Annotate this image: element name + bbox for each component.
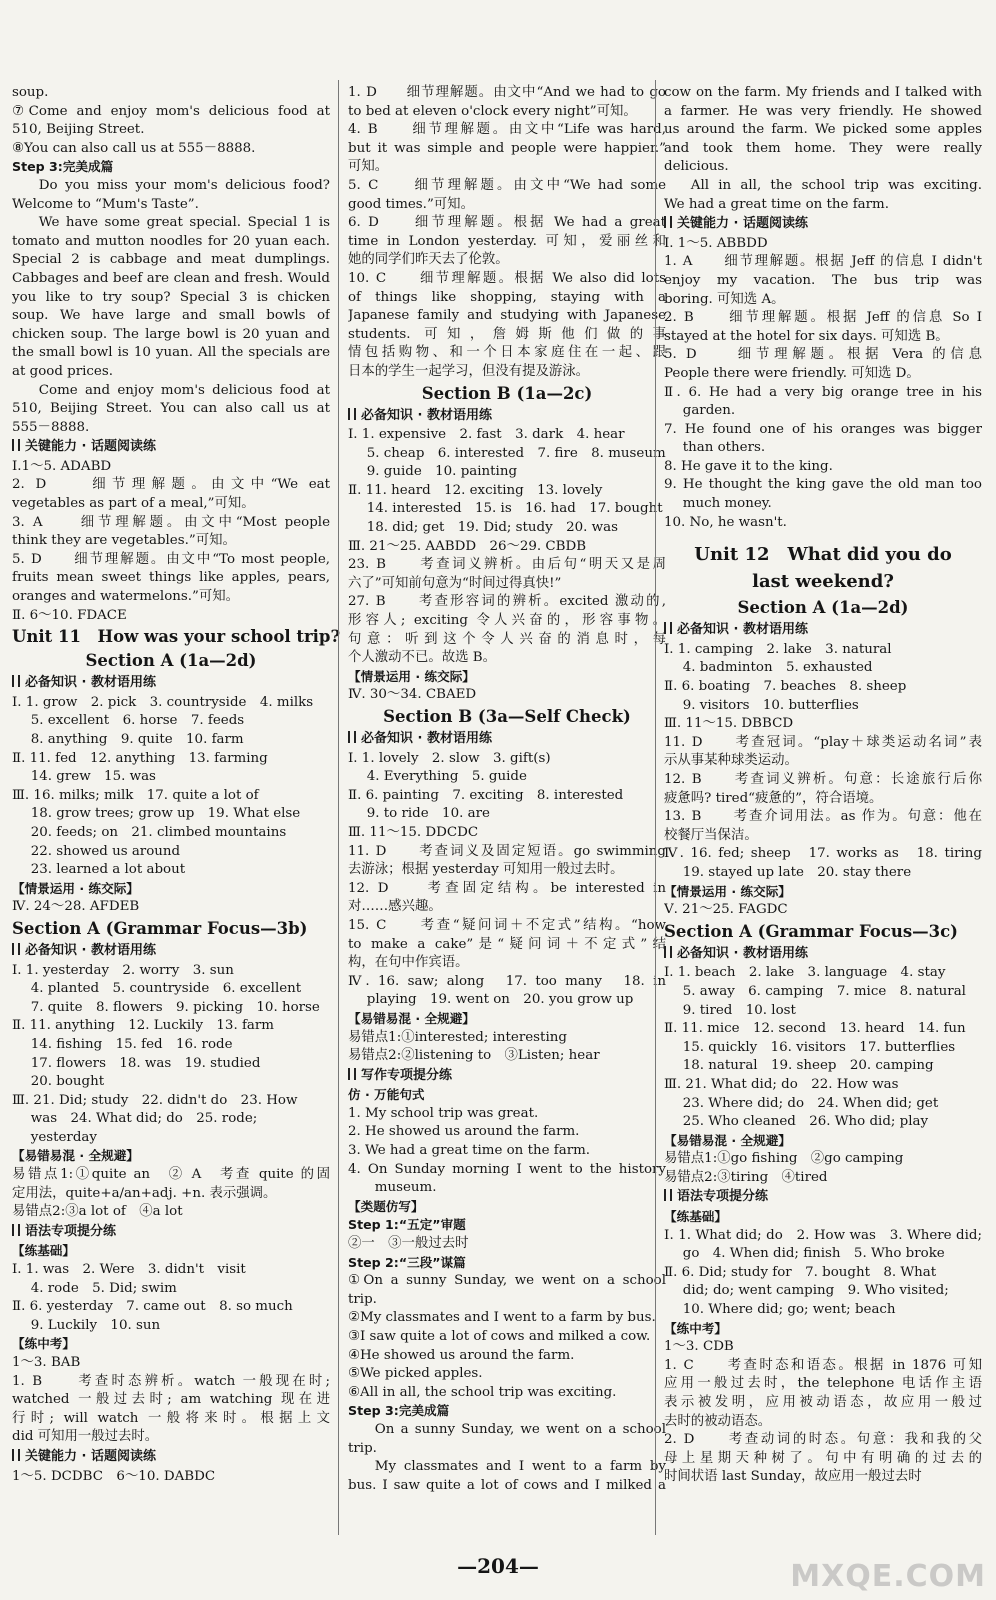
text-line: Ⅱ. 11. mice 12. second 13. heard 14. fun — [664, 1021, 966, 1037]
text-line: 7. quite 8. flowers 9. picking 10. horse — [30, 999, 320, 1015]
text-line: 校餐厅当保洁。 — [664, 827, 758, 843]
text-line: 易错点1:①interested; interesting — [348, 1029, 567, 1045]
text-line: Special 2 is cabbage and meat dumplings. — [12, 252, 330, 268]
subheading: 【情景运用 · 练交际】 — [348, 668, 475, 684]
text-line: We had a great time on the farm. — [664, 196, 890, 212]
text-line: ⑦Come and enjoy mom's delicious food at — [12, 103, 330, 119]
text-line: 1～3. BAB — [12, 1355, 81, 1370]
text-line: 日本的学生一起学习，但没有提及游泳。 — [348, 363, 590, 379]
text-line: Ⅰ. 1. grow 2. pick 3. countryside 4. milks — [12, 694, 314, 710]
text-line: My classmates and I went to a farm by — [374, 1459, 666, 1475]
text-line: 6. D 细节理解题。根据 We had a great — [348, 215, 666, 231]
text-line: think they are vegetables.”可知。 — [12, 533, 236, 549]
text-line: 去时的被动语态。 — [664, 1413, 772, 1429]
text-line: 510, Beijing Street. You can also call us at — [12, 401, 330, 417]
text-line: was 24. What did; do 25. rode; — [30, 1111, 258, 1127]
section-bar-heading: 写作专项提分练 — [348, 1067, 666, 1086]
text-line: soup. We have large and small bowls of — [12, 308, 330, 324]
text-line: 13. B 考查介词用法。as 作为。句意：他在 — [664, 809, 982, 825]
text-line: Ⅲ. 21. Did; study 22. didn't do 23. How — [12, 1092, 298, 1108]
text-line: Cabbages and beef are clean and fresh. Would — [12, 270, 330, 286]
section-title: Section B (3a—Self Check) — [383, 707, 631, 726]
text-line: cow on the farm. My friends and I talked with — [664, 85, 982, 100]
text-line: Ⅰ. 1. What did; do 2. How was 3. Where did; — [664, 1227, 982, 1243]
text-line: vegetables as part of a meal,”可知。 — [12, 496, 255, 512]
unit-title: Unit 12 What did you do — [694, 544, 952, 566]
text-line: 23. learned a lot about — [30, 862, 186, 878]
text-line: 15. quickly 16. visitors 17. butterflies — [682, 1039, 956, 1055]
text-line: 个人激动不已。故选 B。 — [348, 650, 497, 666]
column-middle — [348, 84, 666, 1495]
text-line: did 可知用一般过去时。 — [12, 1429, 159, 1445]
text-line: 5. excellent 6. horse 7. feeds — [30, 713, 245, 729]
text-line: 疲惫吗? tired“疲惫的”，符合语境。 — [664, 790, 883, 806]
text-line: and took them home. They were really — [664, 140, 982, 156]
text-line: to make a cake”是“疑问词＋不定式”结 — [348, 936, 666, 952]
subheading: 【情景运用 · 练交际】 — [12, 880, 139, 896]
text-line: 23. Where did; do 24. When did; get — [682, 1095, 939, 1111]
subheading: 【易错易混 · 全规避】 — [664, 1132, 791, 1148]
text-line: 10. Where did; go; went; beach — [682, 1302, 896, 1318]
text-line: 去游泳；根据 yesterday 可知用一般过去时。 — [348, 862, 624, 878]
text-line: 11. D 考查冠词。“play＋球类运动名词”表 — [664, 734, 982, 750]
text-line: 5. C 细节理解题。由文中“We had some — [348, 177, 666, 193]
text-line: 示从事某种球类运动。 — [664, 753, 798, 769]
text-line: to bed at eleven o'clock every night”可知。 — [348, 103, 637, 119]
text-line: delicious. — [664, 159, 729, 175]
text-line: trip. — [348, 1440, 377, 1456]
text-line: ②My classmates and I went to a farm by bus. — [348, 1310, 656, 1326]
text-line: 20. feeds; on 21. climbed mountains — [30, 824, 287, 840]
section-bar-heading: 必备知识 · 教材语用练 — [348, 730, 666, 749]
text-line: Ⅰ. 1. lovely 2. slow 3. gift(s) — [348, 750, 551, 766]
text-line: Ⅱ. 6. Did; study for 7. bought 8. What — [664, 1264, 937, 1280]
text-line: 10. C 细节理解题。根据 We also did lots — [348, 270, 666, 286]
text-line: On a sunny Sunday, we went on a school — [374, 1421, 666, 1437]
text-line: you like to try soup? Special 3 is chicken — [12, 289, 330, 305]
subheading: 【类题仿写】 — [348, 1198, 424, 1214]
text-line: 8. anything 9. quite 10. farm — [30, 732, 244, 747]
text-line: 时间状语 last Sunday，故应用一般过去时 — [664, 1469, 922, 1485]
section-bar-heading: 必备知识 · 教材语用练 — [664, 945, 982, 964]
text-line: Ⅱ. 6. He had a very big orange tree in his — [664, 384, 982, 400]
section-bar-heading: 关键能力 · 话题阅读练 — [664, 215, 982, 234]
text-line: Ⅱ. 6. boating 7. beaches 8. sheep — [664, 679, 907, 695]
text-line: 9. guide 10. painting — [366, 464, 518, 480]
subheading: Step 1:“五定”审题 — [348, 1217, 466, 1233]
text-line: Ⅰ. 1. camping 2. lake 3. natural — [664, 641, 892, 657]
text-line: 她的同学们昨天去了伦敦。 — [348, 252, 509, 268]
text-line: playing 19. went on 20. you grow up — [366, 992, 634, 1008]
text-line: us around the farm. We picked some apples — [664, 122, 982, 138]
text-line: Ⅴ. 21～25. FAGDC — [664, 902, 788, 918]
section-title: Section A (Grammar Focus—3c) — [664, 921, 958, 941]
text-line: Ⅰ.1～5. ADABD — [12, 458, 112, 474]
text-line: 2. D 细节理解题。由文中“We eat — [12, 477, 330, 493]
text-line: Ⅰ. 1. was 2. Were 3. didn't visit — [12, 1262, 246, 1278]
text-line: 4. Everything 5. guide — [366, 769, 527, 785]
text-line: 14. interested 15. is 16. had 17. bought — [366, 501, 663, 517]
text-line: 25. Who cleaned 26. Who did; play — [682, 1114, 929, 1130]
text-line: garden. — [682, 403, 736, 419]
section-bar-heading: 必备知识 · 教材语用练 — [12, 942, 330, 961]
text-line: 2. D 考查动词的时态。句意：我和我的父 — [664, 1432, 982, 1448]
text-line: at good prices. — [12, 363, 113, 379]
text-line: ⑧You can also call us at 555－8888. — [12, 140, 256, 156]
text-line: 应用一般过去时，the telephone 电话作主语 — [664, 1376, 982, 1392]
subheading: Step 3:完美成篇 — [348, 1403, 450, 1419]
text-line: Ⅲ. 21～25. AABDD 26～29. CBDB — [348, 538, 587, 554]
text-line: 22. showed us around — [30, 843, 181, 859]
text-line: 510, Beijing Street. — [12, 122, 145, 138]
text-line: 9. He thought the king gave the old man too — [664, 477, 982, 493]
section-title: Section A (1a—2d) — [85, 651, 257, 671]
text-line: 1. A 细节理解题。根据 Jeff 的信息 I didn't — [664, 254, 982, 270]
text-line: ⑤We picked apples. — [348, 1366, 483, 1382]
text-line: 4. B 细节理解题。由文中“Life was hard, — [348, 122, 666, 138]
text-line: enjoy my vacation. The bus trip was — [664, 272, 982, 288]
text-line: 5. D 细节理解题。由文中“To most people, — [12, 551, 330, 567]
text-line: 3. A 细节理解题。由文中“Most people — [12, 514, 330, 530]
text-line: 构，在句中作宾语。 — [348, 955, 469, 971]
text-line: Ⅱ. 11. fed 12. anything 13. farming — [12, 750, 268, 766]
text-line: ③I saw quite a lot of cows and milked a cow. — [348, 1329, 651, 1344]
text-line: students. 可知，詹姆斯他们做的事 — [348, 326, 666, 342]
text-line: tomato and mutton noodles for 20 yuan each. — [12, 233, 330, 249]
text-line: 9. to ride 10. are — [366, 806, 490, 822]
text-line: 1. B 考查时态辨析。watch 一般现在时; — [12, 1373, 330, 1389]
text-line: 17. flowers 18. was 19. studied — [30, 1055, 261, 1071]
text-line: 5. away 6. camping 7. mice 8. natural — [682, 983, 966, 999]
text-line: good times.”可知。 — [348, 196, 474, 212]
text-line: much money. — [682, 496, 772, 512]
section-title: Unit 11 How was your school trip? — [12, 627, 341, 647]
text-line: ⑥All in all, the school trip was exciting. — [348, 1384, 617, 1400]
text-line: of things like shopping, staying with a — [348, 289, 666, 305]
text-line: 表示被发明，应用被动语态，故应用一般过 — [664, 1395, 982, 1410]
text-line: 9. Luckily 10. sun — [30, 1317, 161, 1333]
text-line: 1. D 细节理解题。由文中“And we had to go — [348, 85, 666, 100]
subheading: 【易错易混 · 全规避】 — [348, 1010, 475, 1026]
text-line: fruits mean sweet things like apples, pears, — [12, 570, 330, 586]
text-line: than others. — [682, 440, 766, 456]
text-line: Ⅲ. 11～15. DBBCD — [664, 716, 794, 732]
text-line: 23. B 考查词义辨析。由后句“明天又是周 — [348, 557, 666, 573]
text-line: 2. He showed us around the farm. — [348, 1124, 580, 1140]
text-line: 3. We had a great time on the farm. — [348, 1143, 591, 1159]
section-bar-heading: 必备知识 · 教材语用练 — [348, 407, 666, 426]
page-number: —204— — [457, 1554, 539, 1578]
unit-title: last weekend? — [752, 571, 894, 593]
subheading: Step 2:“三段”谋篇 — [348, 1254, 466, 1270]
text-line: 19. stayed up late 20. stay there — [682, 864, 912, 880]
text-line: 4. rode 5. Did; swim — [30, 1280, 177, 1296]
text-line: ②一 ③一般过去时 — [348, 1236, 469, 1252]
text-line: 7. He found one of his oranges was bigger — [664, 421, 982, 437]
text-line: 18. natural 19. sheep 20. camping — [682, 1058, 934, 1074]
text-line: 12. B 考查词义辨析。句意：长途旅行后你 — [664, 772, 982, 787]
text-line: the small bowl is 10 yuan. All the specials are — [12, 345, 330, 361]
text-line: a farmer. He was very friendly. He showed — [664, 103, 982, 119]
text-line: 12. D 考查固定结构。be interested in — [348, 880, 666, 896]
section-bar-heading: 关键能力 · 话题阅读练 — [12, 1448, 330, 1467]
text-line: 4. planted 5. countryside 6. excellent — [30, 981, 302, 997]
text-line: 5. cheap 6. interested 7. fire 8. museum — [366, 445, 666, 461]
column-divider — [338, 80, 339, 1535]
section-title: Section A (1a—2d) — [737, 598, 909, 618]
text-line: 2. B 细节理解题。根据 Jeff 的信息 So I — [664, 310, 982, 326]
text-line: go 4. When did; finish 5. Who broke — [682, 1246, 945, 1262]
subheading: 【易错易混 · 全规避】 — [12, 1148, 139, 1164]
text-line: boring. 可知选 A。 — [664, 291, 785, 307]
text-line: Come and enjoy mom's delicious food at — [38, 382, 330, 398]
text-line: Ⅳ. 30～34. CBAED — [348, 687, 477, 703]
text-line: museum. — [374, 1180, 437, 1196]
text-line: 14. fishing 15. fed 16. rode — [30, 1036, 233, 1052]
text-line: 10. No, he wasn't. — [664, 514, 787, 530]
text-line: Ⅳ. 16. saw; along 17. too many 18. in — [348, 973, 666, 989]
text-line: 14. grew 15. was — [30, 769, 156, 785]
section-bar-heading: 必备知识 · 教材语用练 — [12, 674, 330, 693]
text-line: 可知。 — [348, 159, 389, 175]
text-line: 对……感兴趣。 — [348, 899, 442, 915]
text-line: 易错点1:①go fishing ②go camping — [664, 1151, 904, 1167]
text-line: Ⅱ. 6. yesterday 7. came out 8. so much — [12, 1299, 293, 1315]
text-line: chicken soup. The large bowl is 20 yuan and — [12, 326, 330, 342]
spacer — [664, 532, 982, 540]
text-line: Ⅳ. 24～28. AFDEB — [12, 899, 140, 915]
column-left — [12, 84, 341, 1486]
text-line: 18. grow trees; grow up 19. What else — [30, 806, 301, 822]
text-line: 5. D 细节理解题。根据 Vera 的信息 — [664, 347, 982, 363]
subheading: 【练基础】 — [12, 1243, 75, 1259]
column-right — [664, 84, 982, 1487]
text-line: 1～5. DCDBC 6～10. DABDC — [12, 1468, 216, 1484]
section-bar-heading: 必备知识 · 教材语用练 — [664, 621, 982, 640]
text-line: Ⅰ. 1～5. ABBDD — [664, 235, 768, 251]
text-line: 母上星期天种树了。句中有明确的过去的 — [664, 1450, 982, 1466]
text-line: Japanese family and studying with Japanese — [348, 308, 666, 324]
subheading: 仿 · 万能句式 — [348, 1087, 425, 1103]
text-line: Ⅱ. 6～10. FDACE — [12, 607, 127, 623]
text-line: 定用法，quite+a/an+adj. +n. 表示强调。 — [12, 1185, 277, 1201]
subheading: Step 3:完美成篇 — [12, 159, 114, 175]
text-line: 4. On Sunday morning I went to the history — [348, 1161, 666, 1177]
text-line: did; do; went camping 9. Who visited; — [682, 1283, 949, 1299]
text-line: stayed at the hotel for six days. 可知选 B。 — [664, 328, 949, 344]
text-line: oranges and watermelons.”可知。 — [12, 589, 240, 605]
text-line: Ⅱ. 6. painting 7. exciting 8. interested — [348, 787, 624, 803]
text-line: yesterday — [30, 1129, 97, 1145]
text-line: 易错点2:③a lot of ④a lot — [12, 1204, 183, 1220]
section-bar-heading: 语法专项提分练 — [664, 1188, 982, 1207]
section-bar-heading: 关键能力 · 话题阅读练 — [12, 438, 330, 457]
text-line: Ⅱ. 11. anything 12. Luckily 13. farm — [12, 1018, 275, 1034]
watermark: MXQE.COM — [790, 1559, 986, 1594]
text-line: People there were friendly. 可知选 D。 — [664, 365, 920, 381]
text-line: Welcome to “Mum's Taste”. — [12, 196, 199, 212]
text-line: watched 一般过去时; am watching 现在进 — [12, 1392, 330, 1408]
text-line: Ⅲ. 21. What did; do 22. How was — [664, 1076, 899, 1092]
text-line: 行时; will watch 一般将来时。根据上文 — [12, 1410, 330, 1426]
subheading: 【练中考】 — [664, 1320, 727, 1336]
subheading: 【情景运用 · 练交际】 — [664, 883, 791, 899]
text-line: 1. My school trip was great. — [348, 1105, 539, 1121]
section-title: Section A (Grammar Focus—3b) — [12, 918, 308, 938]
text-line: Do you miss your mom's delicious food? — [38, 177, 330, 193]
text-line: Ⅳ. 16. fed; sheep 17. works as 18. tiring — [664, 846, 982, 862]
text-line: 27. B 考查形容词的辨析。excited 激动的, — [348, 594, 666, 610]
text-line: 句意：听到这个令人兴奋的消息时，每 — [348, 631, 666, 647]
text-line: Ⅲ. 11～15. DDCDC — [348, 824, 479, 840]
text-line: 18. did; get 19. Did; study 20. was — [366, 520, 618, 536]
text-line: but it was simple and people were happier.” — [348, 140, 666, 156]
text-line: 9. tired 10. lost — [682, 1002, 796, 1018]
text-line: Ⅲ. 16. milks; milk 17. quite a lot of — [12, 787, 259, 803]
text-line: 15. C 考查“疑问词＋不定式”结构。“how — [348, 917, 666, 933]
text-line: 1. C 考查时态和语态。根据 in 1876 可知 — [664, 1357, 982, 1373]
text-line: 情包括购物、和一个日本家庭住在一起、跟 — [348, 345, 666, 361]
text-line: ①On a sunny Sunday, we went on a school — [348, 1273, 666, 1289]
text-line: Ⅰ. 1. yesterday 2. worry 3. sun — [12, 962, 234, 978]
text-line: time in London yesterday. 可知，爱丽丝和 — [348, 233, 666, 249]
text-line: All in all, the school trip was exciting. — [690, 177, 982, 193]
text-line: bus. I saw quite a lot of cows and I milked a — [348, 1477, 666, 1493]
subheading: 【练中考】 — [12, 1336, 75, 1352]
text-line: ④He showed us around the farm. — [348, 1347, 575, 1363]
text-line: 1～3. CDB — [664, 1339, 734, 1355]
section-bar-heading: 语法专项提分练 — [12, 1223, 330, 1242]
text-line: 易错点2:②listening to ③Listen; hear — [348, 1048, 600, 1064]
text-line: 8. He gave it to the king. — [664, 458, 833, 474]
text-line: We have some great special. Special 1 is — [38, 215, 330, 231]
text-line: Ⅰ. 1. beach 2. lake 3. language 4. stay — [664, 965, 946, 981]
text-line: 六了”可知前句意为“时间过得真快!” — [348, 575, 562, 591]
text-line: 易错点1:①quite an ② A 考查 quite 的固 — [12, 1167, 330, 1183]
text-line: soup. — [12, 85, 49, 100]
text-line: 555－8888. — [12, 419, 90, 435]
section-title: Section B (1a—2c) — [421, 383, 593, 403]
text-line: Ⅱ. 11. heard 12. exciting 13. lovely — [348, 482, 603, 498]
text-line: 20. bought — [30, 1074, 105, 1090]
text-line: 易错点2:③tiring ④tired — [664, 1169, 828, 1185]
text-line: Ⅰ. 1. expensive 2. fast 3. dark 4. hear — [348, 427, 625, 443]
text-line: 形容人; exciting 令人兴奋的，形容事物。 — [348, 613, 666, 629]
subheading: 【练基础】 — [664, 1209, 727, 1225]
text-line: trip. — [348, 1291, 377, 1307]
column-divider — [655, 80, 656, 1535]
text-line: 9. visitors 10. butterflies — [682, 697, 859, 713]
text-line: 11. D 考查词义及固定短语。go swimming — [348, 843, 666, 859]
text-line: 4. badminton 5. exhausted — [682, 660, 873, 676]
